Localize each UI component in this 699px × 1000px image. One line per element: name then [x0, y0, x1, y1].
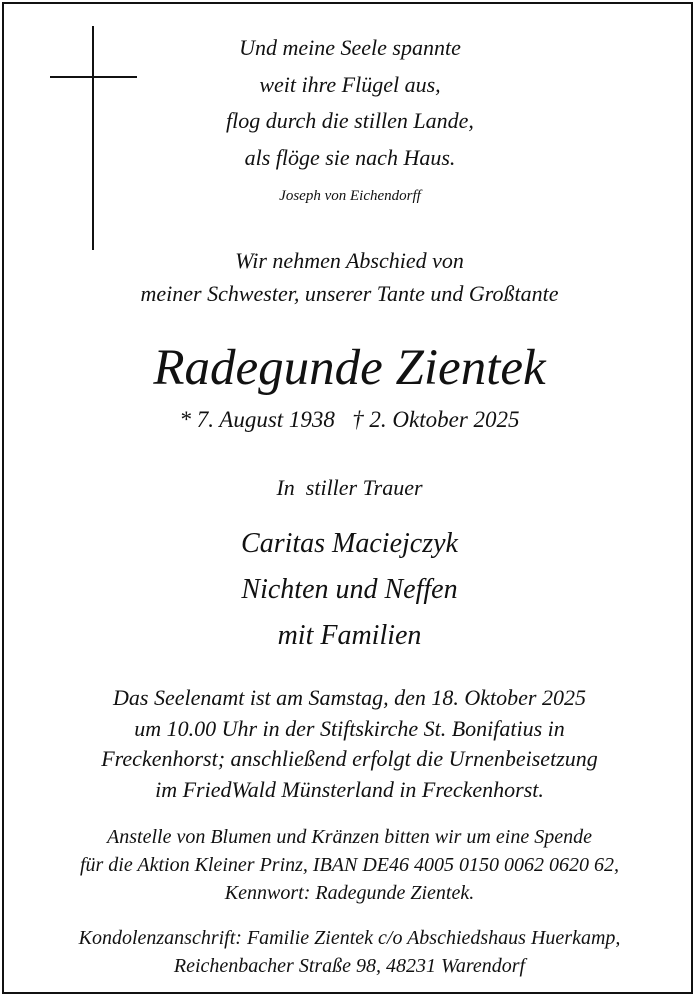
donation-line: Kennwort: Radegunde Zientek. [224, 882, 475, 904]
cross-vertical-bar [92, 26, 94, 250]
service-line: im FriedWald Münsterland in Freckenhorst. [155, 776, 544, 802]
donation-line: Anstelle von Blumen und Kränzen bitten wir um eine Spende [107, 826, 592, 848]
mourning-heading: In stiller Trauer [276, 475, 423, 500]
cross-horizontal-bar [50, 76, 137, 78]
donation-line: für die Aktion Kleiner Prinz, IBAN DE46 4005 0150 0062 0620 62, [79, 854, 620, 876]
poem-line: weit ihre Flügel aus, [259, 71, 441, 97]
condolence-address [0, 924, 699, 980]
mourner: mit Familien [277, 620, 422, 651]
service-info [0, 683, 699, 805]
poem-author: Joseph von Eichendorff [279, 188, 421, 204]
service-line: Freckenhorst; anschließend erfolgt die Urnenbeisetzung [101, 746, 598, 771]
service-line: um 10.00 Uhr in der Stiftskirche St. Bonifatius in [134, 715, 565, 741]
intro-line: Wir nehmen Abschied von [235, 248, 464, 273]
condolence-line: Kondolenzanschrift: Familie Zientek c/o Abschiedshaus Huerkamp, [78, 927, 621, 949]
poem-line: Und meine Seele spannte [239, 35, 461, 60]
deceased-name: Radegunde Zientek [153, 340, 546, 396]
mourner: Caritas Maciejczyk [241, 528, 458, 559]
poem-line: flog durch die stillen Lande, [226, 108, 474, 133]
service-line: Das Seelenamt ist am Samstag, den 18. Oktober 2025 [113, 685, 586, 710]
donation-info [0, 823, 699, 907]
poem-line: als flöge sie nach Haus. [244, 144, 456, 170]
farewell-intro [0, 244, 699, 310]
life-dates: * 7. August 1938 † 2. Oktober 2025 [179, 407, 520, 432]
poem [150, 30, 550, 176]
mourner: Nichten und Neffen [241, 574, 458, 605]
mourners-list [0, 521, 699, 659]
intro-line: meiner Schwester, unserer Tante und Großtante [140, 281, 559, 306]
condolence-line: Reichenbacher Straße 98, 48231 Warendorf [173, 955, 526, 977]
